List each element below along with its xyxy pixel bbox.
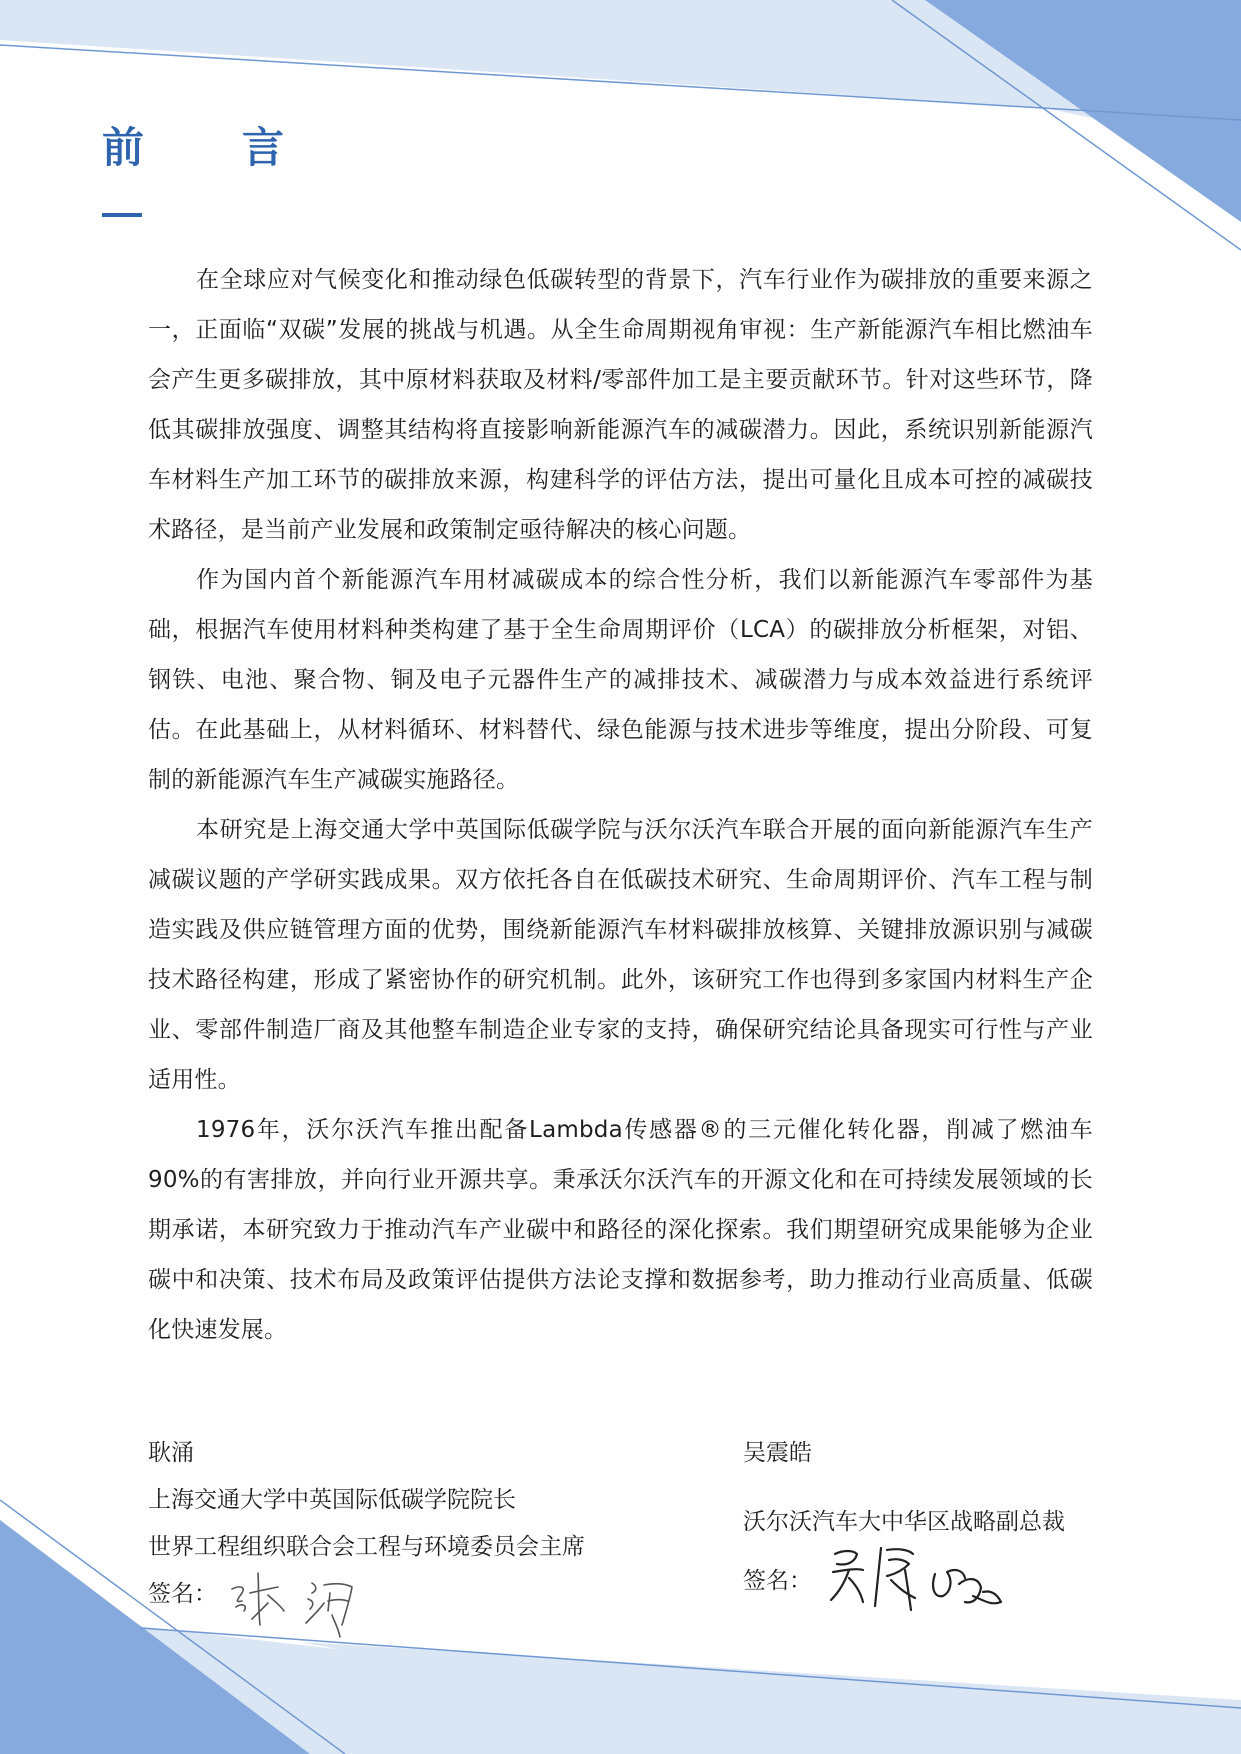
signatory-title: 世界工程组织联合会工程与环境委员会主席 xyxy=(148,1534,585,1560)
signatory-name: 耿涌 xyxy=(148,1440,194,1466)
paragraph-2: 作为国内首个新能源汽车用材减碳成本的综合性分析，我们以新能源汽车零部件为基础，根据汽车使用材料种类构建了基于全生命周期评价（LCA）的碳排放分析框架，对铝、钢铁、电池、聚合物、铜及电子元器件生产的减排技术、减碳潜力与成本效益进行系统评估。在此基础上，从材料循环、材料替代、绿色能源与技术进步等维度，提出分阶段、可复制的新能源汽车生产减碳实施路径。 xyxy=(148,567,1093,793)
signature-row xyxy=(743,1558,1065,1605)
signatory-title: 沃尔沃汽车大中华区战略副总裁 xyxy=(743,1509,1065,1535)
paragraph-3: 本研究是上海交通大学中英国际低碳学院与沃尔沃汽车联合开展的面向新能源汽车生产减碳议题的产学研实践成果。双方依托各自在低碳技术研究、生命周期评价、汽车工程与制造实践及供应链管理方面的优势，围绕新能源汽车材料碳排放核算、关键排放源识别与减碳技术路径构建，形成了紧密协作的研究机制。此外，该研究工作也得到多家国内材料生产企业、零部件制造厂商及其他整车制造企业专家的支持，确保研究结论具备现实可行性与产业适用性。 xyxy=(148,817,1093,1093)
signatory-title: 上海交通大学中英国际低碳学院院长 xyxy=(148,1487,516,1513)
signature-label: 签名： xyxy=(743,1568,812,1594)
paragraph-4: 1976年，沃尔沃汽车推出配备Lambda传感器®的三元催化转化器，削减了燃油车90%的有害排放，并向行业开源共享。秉承沃尔沃汽车的开源文化和在可持续发展领域的长期承诺，本研究致力于推动汽车产业碳中和路径的深化探索。我们期望研究成果能够为企业碳中和决策、技术布局及政策评估提供方法论支撑和数据参考，助力推动行业高质量、低碳化快速发展。 xyxy=(148,1117,1093,1343)
title-underline xyxy=(102,213,142,217)
signature-label: 签名： xyxy=(148,1581,217,1607)
paragraph-1: 在全球应对气候变化和推动绿色低碳转型的背景下，汽车行业作为碳排放的重要来源之一，正面临“双碳”发展的挑战与机遇。从全生命周期视角审视：生产新能源汽车相比燃油车会产生更多碳排放，其中原材料获取及材料/零部件加工是主要贡献环节。针对这些环节，降低其碳排放强度、调整其结构将直接影响新能源汽车的减碳潜力。因此，系统识别新能源汽车材料生产加工环节的碳排放来源，构建科学的评估方法，提出可量化且成本可控的减碳技术路径，是当前产业发展和政策制定亟待解决的核心问题。 xyxy=(148,267,1093,543)
signatory-right xyxy=(743,1430,1065,1605)
preface-body xyxy=(148,255,1093,1355)
signatory-name: 吴震皓 xyxy=(743,1440,812,1466)
signatory-left xyxy=(148,1430,585,1618)
page-title: 前 言 xyxy=(102,123,313,172)
signature-row xyxy=(148,1571,585,1618)
